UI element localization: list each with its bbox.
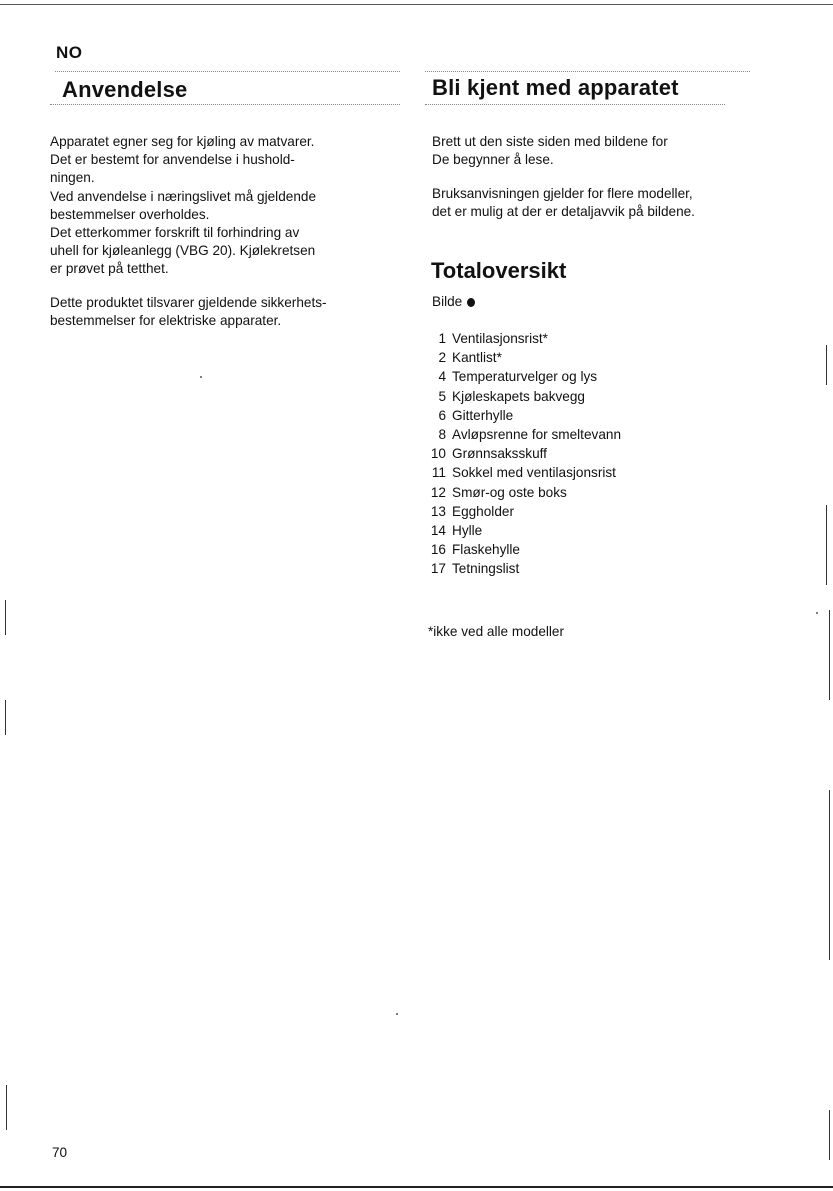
figure-number-bullet-icon [467, 298, 475, 307]
top-scan-edge [0, 4, 833, 5]
models-paragraph: Bruksanvisningen gjelder for flere modeller, det er mulig at der er detaljavvik på bildene. [432, 186, 695, 220]
list-item: 2 Kantlist* [438, 350, 502, 366]
scan-speck [200, 376, 202, 378]
list-item: 13 Eggholder [430, 503, 514, 519]
scan-edge-mark [826, 345, 827, 385]
scan-speck [396, 1013, 398, 1015]
list-item: 16 Flaskehylle [430, 542, 520, 558]
overview-heading: Totaloversikt [431, 258, 567, 283]
list-item: 17 Tetningslist [430, 561, 520, 577]
bottom-scan-edge [0, 1186, 833, 1188]
figure-reference [432, 294, 475, 309]
list-item: 1 Ventilasjonsrist* [438, 331, 548, 346]
footnote: *ikke ved alle modeller [428, 624, 565, 639]
figure-label: Bilde [432, 294, 463, 309]
scan-edge-mark [829, 1110, 830, 1160]
scan-edge-mark [5, 600, 6, 635]
parts-legend [420, 329, 621, 579]
heading-bottom-line [425, 104, 725, 105]
heading-top-line [425, 71, 750, 72]
list-item: 14 Hylle [430, 523, 483, 539]
intro-paragraph: Apparatet egner seg for kjøling av matvarer. Det er bestemt for anvendelse i hushold- ningen. Ved anvendelse i næringslivet må gjeldende bestemmelser overholdes. Det etterkommer forskrift til forhindring av uhell for kjøleanlegg (VBG 20). Kjølekretsen er prøvet på tetthet. [50, 134, 317, 277]
heading-bottom-line [50, 104, 400, 105]
scan-edge-mark [829, 790, 830, 960]
page-number: 70 [52, 1145, 68, 1160]
scan-edge-mark [5, 700, 6, 735]
list-item: 6 Gitterhylle [438, 407, 514, 423]
safety-paragraph: Dette produktet tilsvarer gjeldende sikkerhets- bestemmelser for elektriske apparater. [50, 295, 327, 329]
scan-edge-mark [6, 1085, 7, 1130]
list-item: 12 Smør-og oste boks [430, 484, 567, 500]
section-heading-anvendelse: Anvendelse [62, 77, 188, 102]
list-item: 5 Kjøleskapets bakvegg [438, 388, 585, 404]
list-item: 4 Temperaturvelger og lys [438, 369, 598, 385]
section-heading-bli-kjent: Bli kjent med apparatet [432, 75, 679, 100]
scan-edge-mark [826, 505, 827, 585]
heading-top-line [55, 71, 400, 72]
list-item: 8 Avløpsrenne for smeltevann [438, 427, 621, 443]
foldout-paragraph: Brett ut den siste siden med bildene for De begynner å lese. [432, 134, 668, 168]
scan-speck [816, 612, 818, 614]
list-item: 10 Grønnsaksskuff [430, 446, 547, 462]
scan-edge-mark [829, 610, 830, 700]
language-code: NO [56, 43, 83, 62]
list-item: 11 Sokkel med ventilasjonsrist [431, 465, 616, 481]
